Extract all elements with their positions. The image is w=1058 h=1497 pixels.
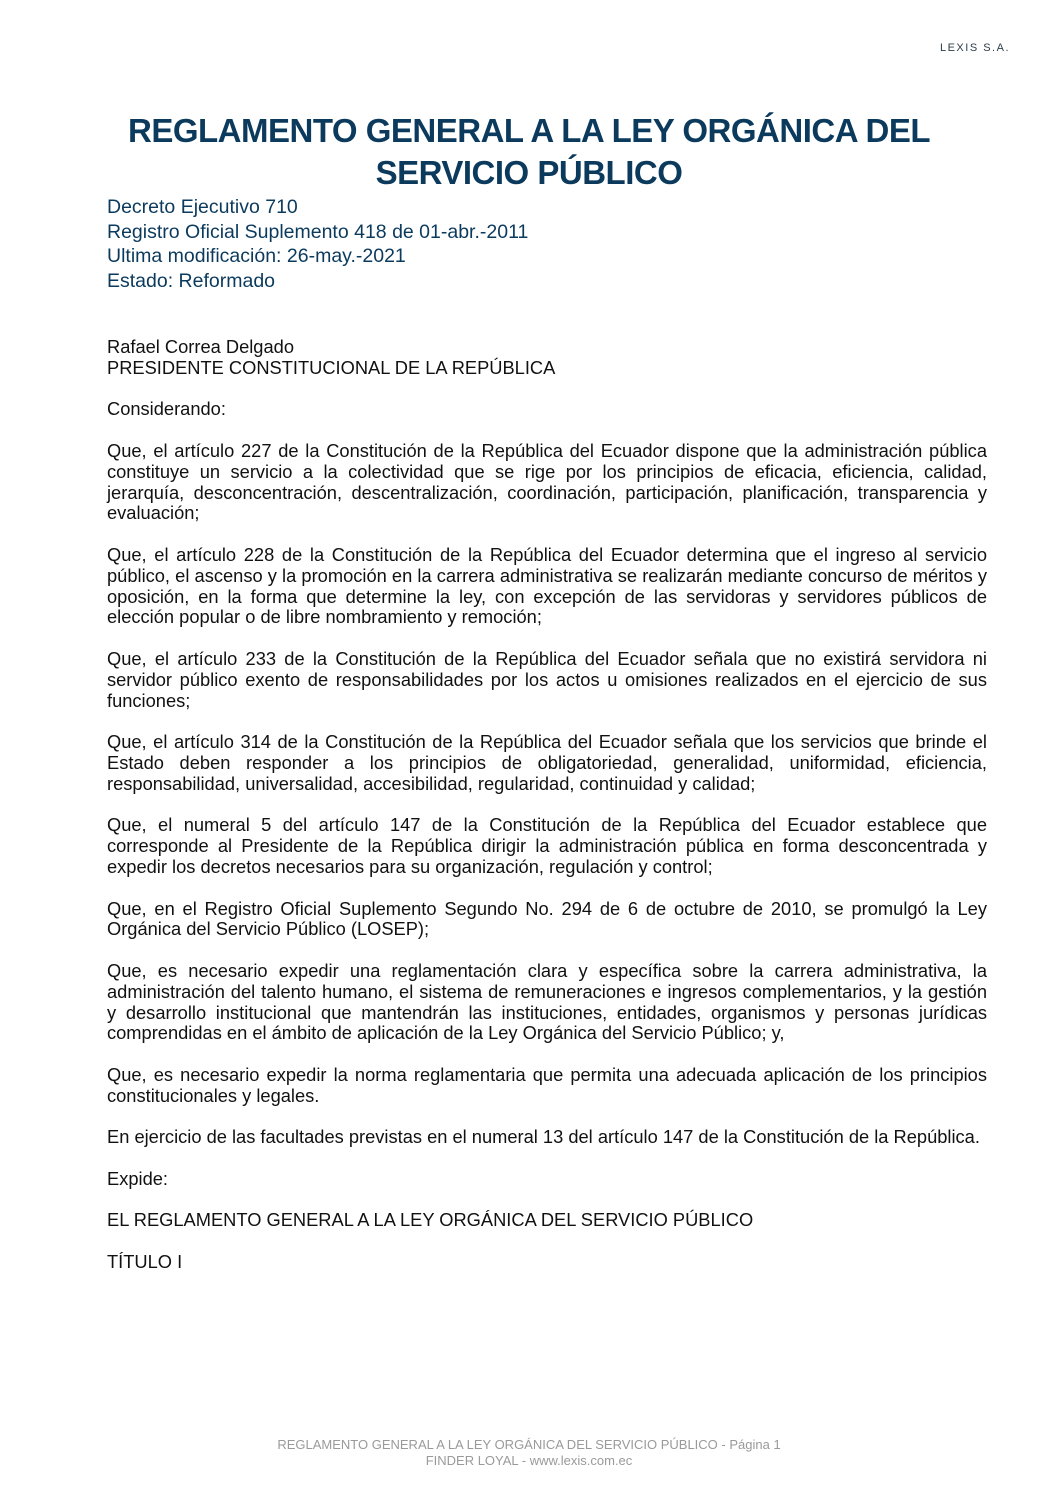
whereas-paragraph: Que, el numeral 5 del artículo 147 de la Constitución de la República del Ecuador establece que corresponde al Presidente de la República dirigir la administración pública en forma desconcentrada y expedir los decretos necesarios para su organización, regulación y control; <box>107 814 987 877</box>
whereas-paragraph: Que, en el Registro Oficial Suplemento Segundo No. 294 de 6 de octubre de 2010, se promulgó la Ley Orgánica del Servicio Público (LOSEP); <box>107 897 987 940</box>
decree-number: Decreto Ejecutivo 710 <box>107 196 298 218</box>
last-modified: Ultima modificación: 26-may.-2021 <box>107 245 406 267</box>
document-status: Estado: Reformado <box>107 269 276 292</box>
document-body <box>107 337 987 1294</box>
title-heading: TÍTULO I <box>107 1251 183 1273</box>
considerando-label: Considerando: <box>107 398 226 420</box>
footer-website: FINDER LOYAL - www.lexis.com.ec <box>425 1453 633 1468</box>
whereas-paragraph: Que, el artículo 233 de la Constitución de la República del Ecuador señala que no existirá servidora ni servidor público exento de responsabilidades por los actos u omisiones realizados en el ejercicio de sus funciones; <box>107 647 987 711</box>
signatory-name: Rafael Correa Delgado <box>107 336 294 357</box>
whereas-paragraph: Que, el artículo 314 de la Constitución de la República del Ecuador señala que los servicios que brinde el Estado deben responder a los principios de obligatoriedad, generalidad, uniformidad, eficiencia, responsabilidad, universalidad, accesibilidad, regularidad, continuidad y calidad; <box>107 731 987 794</box>
whereas-paragraph: Que, el artículo 227 de la Constitución de la República del Ecuador dispone que la administración pública constituye un servicio a la colectividad que se rige por los principios de eficacia, eficiencia, calidad, jerarquía, desconcentración, descentralización, coordinación, participación, planificación, transparencia y evaluación; <box>107 439 987 524</box>
document-metadata <box>107 195 528 293</box>
footer-page-info: REGLAMENTO GENERAL A LA LEY ORGÁNICA DEL SERVICIO PÚBLICO - Página 1 <box>277 1437 781 1452</box>
page-footer <box>0 1437 1058 1469</box>
regulation-heading: EL REGLAMENTO GENERAL A LA LEY ORGÁNICA DEL SERVICIO PÚBLICO <box>107 1209 754 1231</box>
expide-label: Expide: <box>107 1167 168 1189</box>
signatory-title: PRESIDENTE CONSTITUCIONAL DE LA REPÚBLICA <box>107 356 556 378</box>
title-line-2: SERVICIO PÚBLICO <box>375 154 683 191</box>
whereas-paragraph: Que, el artículo 228 de la Constitución de la República del Ecuador determina que el ingreso al servicio público, el ascenso y la promoción en la carrera administrativa se realizarán mediante concurso de méritos y oposición, en la forma que determine la ley, con excepción de las servidoras y servidores públicos de elección popular o de libre nombramiento y remoción; <box>107 543 987 628</box>
whereas-paragraph: Que, es necesario expedir la norma reglamentaria que permita una adecuada aplicación de los principios constitucionales y legales. <box>107 1063 987 1106</box>
official-registry: Registro Oficial Suplemento 418 de 01-abr.-2011 <box>107 220 529 243</box>
powers-paragraph: En ejercicio de las facultades previstas en el numeral 13 del artículo 147 de la Constitución de la República. <box>107 1126 980 1148</box>
title-line-1: REGLAMENTO GENERAL A LA LEY ORGÁNICA DEL <box>128 112 930 149</box>
document-title <box>80 110 978 194</box>
whereas-paragraph: Que, es necesario expedir una reglamentación clara y específica sobre la carrera administrativa, la administración del talento humano, el sistema de remuneraciones e ingresos complementarios, y la gestión y desarrollo institucional que mantendrán las instituciones, entidades, organismos y personas jurídicas comprendidas en el ámbito de aplicación de la Ley Orgánica del Servicio Público; y, <box>107 959 987 1044</box>
publisher-brand: LEXIS S.A. <box>939 42 1010 54</box>
